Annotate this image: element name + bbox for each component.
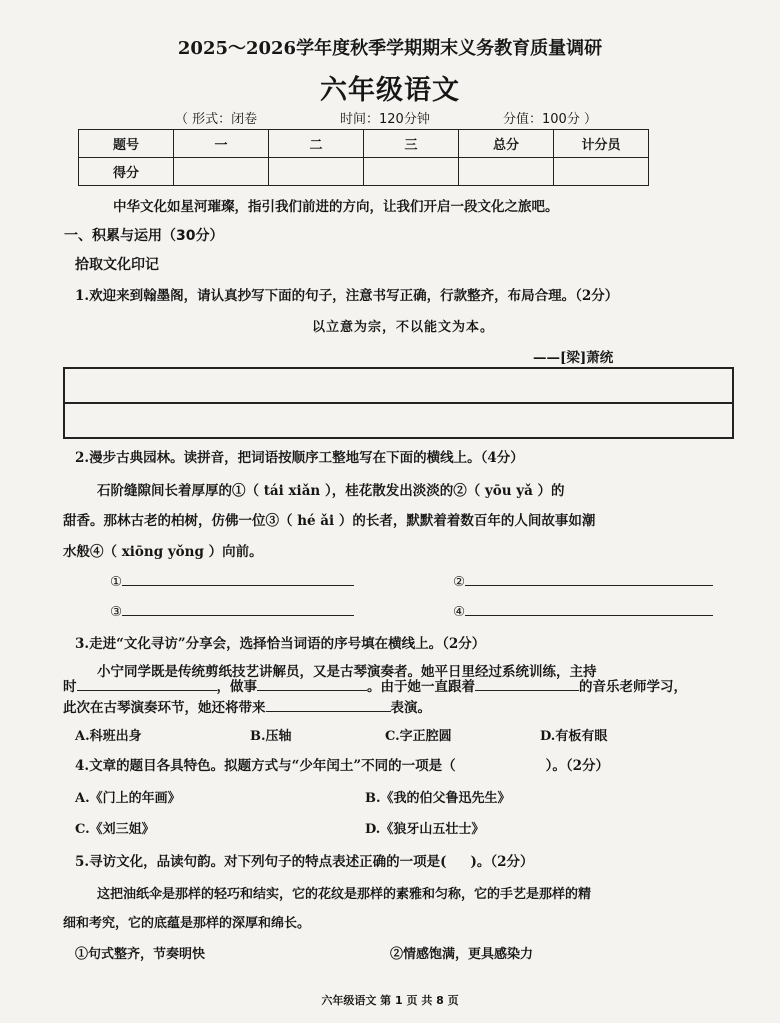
q3-text: 的音乐老师学习， <box>579 679 687 695</box>
score-row-label: 得分 <box>79 158 174 186</box>
q3-answer-line[interactable] <box>77 676 217 691</box>
score-cell[interactable] <box>269 158 364 186</box>
q3-passage-line <box>63 675 687 695</box>
q3-option: C.字正腔圆 <box>385 729 452 744</box>
q4-option: A.《门上的年画》 <box>75 791 181 806</box>
q3-text: 此次在古琴演奏环节，她还将带来 <box>63 700 266 716</box>
q3-text: ，做事 <box>216 679 257 695</box>
writing-row[interactable] <box>65 369 732 402</box>
exam-title: 2025～2026学年度秋季学期期末义务教育质量调研 <box>177 38 603 59</box>
q4-option: D.《狼牙山五壮士》 <box>365 822 485 837</box>
q3-stem: 3.走进“文化寻访”分享会，选择恰当词语的序号填在横线上。（2分） <box>75 636 486 652</box>
q4-stem-text: 4.文章的题目各具特色。拟题方式与“少年闰土”不同的一项是（ <box>75 758 456 774</box>
q2-passage-line: 水般④（ xiōng yǒng ）向前。 <box>63 544 263 560</box>
q2-blank-2[interactable] <box>453 571 713 590</box>
q3-option: A.科班出身 <box>75 729 142 744</box>
score-cell[interactable] <box>459 158 554 186</box>
score-header-cell: 一 <box>174 130 269 158</box>
score-cell[interactable] <box>174 158 269 186</box>
q3-text: 表演。 <box>390 700 431 716</box>
q1-source: ——[梁]萧统 <box>533 350 614 366</box>
q5-stem <box>75 850 534 870</box>
q4-option: B.《我的伯父鲁迅先生》 <box>365 791 511 806</box>
q3-text: 时 <box>63 679 77 695</box>
q3-passage-line <box>63 696 431 716</box>
exam-time: 时间：120分钟 <box>340 112 430 127</box>
score-header-cell: 题号 <box>79 130 174 158</box>
q3-answer-line[interactable] <box>475 676 579 691</box>
q4-option: C.《刘三姐》 <box>75 822 155 837</box>
exam-form: （ 形式：闭卷 <box>175 112 258 127</box>
answer-line[interactable] <box>465 571 713 586</box>
q2-passage-line: 石阶缝隙间长着厚厚的①（ tái xiǎn ），桂花散发出淡淡的②（ yōu yǎ ）的 <box>97 483 565 499</box>
answer-line[interactable] <box>465 601 713 616</box>
section-heading: 一、积累与运用（30分） <box>64 228 224 244</box>
q4-stem-end: ）。（2分） <box>545 758 610 774</box>
exam-score: 分值：100分 ） <box>503 112 597 127</box>
q2-passage-line: 甜香。那林古老的柏树，仿佛一位③（ hé ǎi ）的长者，默默着着数百年的人间故事如潮 <box>63 513 596 529</box>
score-cell[interactable] <box>364 158 459 186</box>
q1-writing-grid[interactable] <box>63 367 734 439</box>
score-table-row <box>79 158 649 186</box>
page-footer: 六年级语文 第 1 页 共 8 页 <box>321 994 459 1007</box>
subject-title: 六年级语文 <box>320 75 460 106</box>
q5-passage-line: 细和考究，它的底蕴是那样的深厚和绵长。 <box>63 916 311 931</box>
blank-number: ① <box>110 574 123 590</box>
q1-quote: 以立意为宗，不以能文为本。 <box>312 320 495 335</box>
intro-text: 中华文化如星河璀璨，指引我们前进的方向，让我们开启一段文化之旅吧。 <box>113 199 559 215</box>
q5-stem-end: )。（2分） <box>470 854 534 870</box>
q4-stem <box>75 754 609 774</box>
q5-passage-line: 这把油纸伞是那样的轻巧和结实，它的花纹是那样的素雅和匀称，它的手艺是那样的精 <box>97 887 592 902</box>
answer-line[interactable] <box>122 571 354 586</box>
answer-line[interactable] <box>122 601 354 616</box>
q2-stem: 2.漫步古典园林。读拼音，把词语按顺序工整地写在下面的横线上。（4分） <box>75 450 524 466</box>
q2-blank-1[interactable] <box>110 571 354 590</box>
score-table <box>78 129 649 186</box>
blank-number: ③ <box>110 604 123 620</box>
score-header-cell: 总分 <box>459 130 554 158</box>
score-header-cell: 三 <box>364 130 459 158</box>
q2-blank-3[interactable] <box>110 601 354 620</box>
q3-answer-line[interactable] <box>257 676 367 691</box>
q5-option: ②情感饱满，更具感染力 <box>390 947 534 962</box>
score-table-header <box>79 130 649 158</box>
writing-row[interactable] <box>65 402 732 437</box>
q3-option: B.压轴 <box>250 729 292 744</box>
q3-option: D.有板有眼 <box>540 729 608 744</box>
blank-number: ② <box>453 574 466 590</box>
q5-option: ①句式整齐，节奏明快 <box>75 947 206 962</box>
q2-blank-4[interactable] <box>453 601 713 620</box>
score-header-cell: 二 <box>269 130 364 158</box>
q3-answer-line[interactable] <box>266 697 391 712</box>
blank-number: ④ <box>453 604 466 620</box>
section-subheading: 拾取文化印记 <box>75 257 159 273</box>
q3-passage-line: 小宁同学既是传统剪纸技艺讲解员，又是古琴演奏者。她平日里经过系统训练，主持 <box>97 664 597 680</box>
q1-stem: 1.欢迎来到翰墨阁，请认真抄写下面的句子，注意书写正确，行款整齐，布局合理。（2分） <box>75 288 619 304</box>
q5-stem-text: 5.寻访文化，品读句韵。对下列句子的特点表述正确的一项是( <box>75 854 447 870</box>
score-cell[interactable] <box>554 158 649 186</box>
q3-text: 。由于她一直跟着 <box>367 679 475 695</box>
score-header-cell: 计分员 <box>554 130 649 158</box>
